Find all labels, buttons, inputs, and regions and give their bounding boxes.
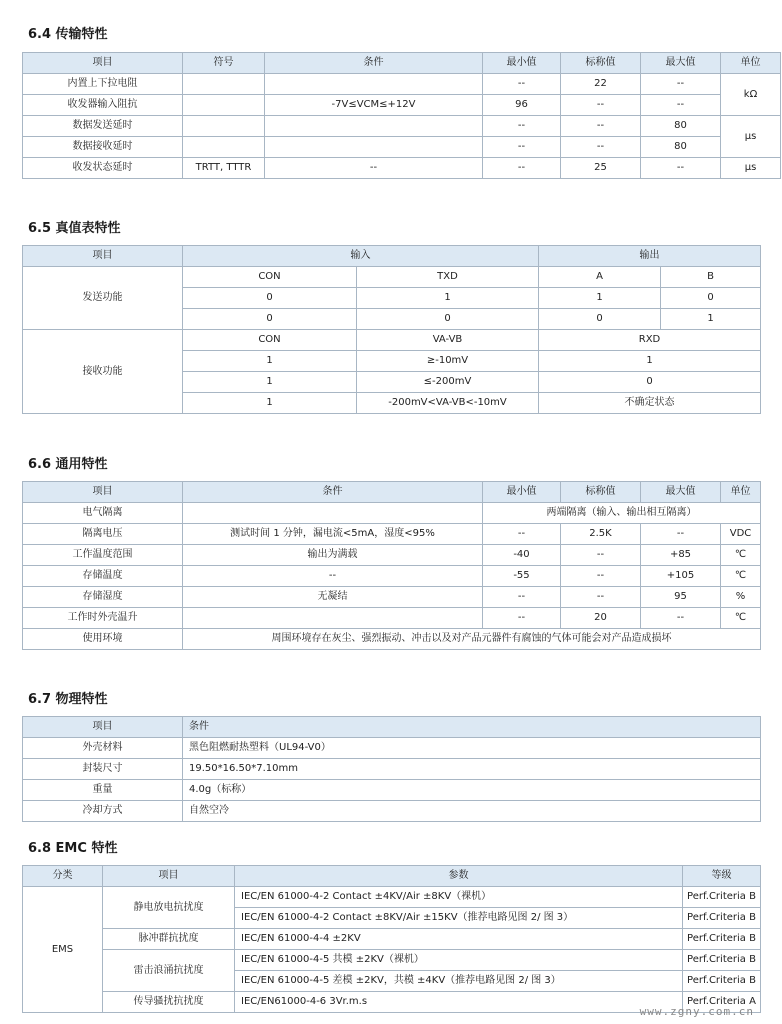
cell: 收发器输入阻抗 [23, 95, 183, 116]
cell: 19.50*16.50*7.10mm [183, 759, 761, 780]
general-table-wrap [22, 481, 760, 650]
cell: -- [641, 74, 721, 95]
cell: IEC/EN 61000-4-2 Contact ±4KV/Air ±8KV（裸机） [235, 887, 683, 908]
table-row [23, 887, 761, 908]
cell: 周围环境存在灰尘、强烈振动、冲击以及对产品元器件有腐蚀的气体可能会对产品造成损坏 [183, 629, 761, 650]
cell: -- [483, 74, 561, 95]
cell: -- [561, 566, 641, 587]
cell: -- [183, 566, 483, 587]
table-row [23, 545, 761, 566]
cell: 两端隔离（输入、输出相互隔离） [483, 503, 761, 524]
cell: +105 [641, 566, 721, 587]
cell [183, 503, 483, 524]
cell: 1 [661, 309, 761, 330]
table-row [23, 524, 761, 545]
sub-header: A [539, 267, 661, 288]
cell: 封装尺寸 [23, 759, 183, 780]
cell: -7V≤VCM≤+12V [265, 95, 483, 116]
cell: Perf.Criteria B [683, 908, 761, 929]
cell: 电气隔离 [23, 503, 183, 524]
unit-cell: μs [721, 116, 781, 158]
table-row [23, 608, 761, 629]
physical-table-wrap [22, 716, 760, 822]
table-row [23, 503, 761, 524]
cell: Perf.Criteria A [683, 992, 761, 1013]
cell: VDC [721, 524, 761, 545]
cell: -- [265, 158, 483, 179]
cell [265, 74, 483, 95]
cell: 静电放电抗扰度 [103, 887, 235, 929]
cell: 0 [357, 309, 539, 330]
table-row [23, 587, 761, 608]
cell: -- [483, 158, 561, 179]
col-header: 项目 [23, 717, 183, 738]
cell: -40 [483, 545, 561, 566]
table-row [23, 950, 761, 971]
cell: -- [561, 95, 641, 116]
col-header: 符号 [183, 53, 265, 74]
category-cell: EMS [23, 887, 103, 1013]
cell: 25 [561, 158, 641, 179]
cell: 0 [183, 309, 357, 330]
cell: -- [561, 587, 641, 608]
section-title-transmission: 6.4 传输特性 [28, 27, 108, 42]
section-title-emc: 6.8 EMC 特性 [28, 841, 118, 856]
cell: 雷击浪涌抗扰度 [103, 950, 235, 992]
table-row [23, 330, 761, 351]
table-row [23, 780, 761, 801]
table-row [23, 801, 761, 822]
cell: 传导骚扰抗扰度 [103, 992, 235, 1013]
col-header: 等级 [683, 866, 761, 887]
truth-table [22, 245, 761, 414]
section-title-truth-table: 6.5 真值表特性 [28, 221, 121, 236]
cell: 不确定状态 [539, 393, 761, 414]
cell: 1 [183, 393, 357, 414]
cell: IEC/EN61000-4-6 3Vr.m.s [235, 992, 683, 1013]
col-header: 最小值 [483, 53, 561, 74]
cell: 数据发送延时 [23, 116, 183, 137]
cell: 95 [641, 587, 721, 608]
table-row [23, 267, 761, 288]
transmission-table-wrap [22, 52, 760, 179]
cell: -- [483, 116, 561, 137]
cell [265, 116, 483, 137]
sub-header: RXD [539, 330, 761, 351]
col-header: 单位 [721, 53, 781, 74]
cell: -200mV<VA-VB<-10mV [357, 393, 539, 414]
table-row [23, 95, 781, 116]
cell: 0 [661, 288, 761, 309]
table-row [23, 759, 761, 780]
cell: IEC/EN 61000-4-5 差模 ±2KV，共模 ±4KV（推荐电路见图 2/ 图 3） [235, 971, 683, 992]
col-header: 分类 [23, 866, 103, 887]
emc-table-wrap [22, 865, 760, 1013]
col-header: 单位 [721, 482, 761, 503]
cell: 1 [183, 351, 357, 372]
cell [265, 137, 483, 158]
cell: ≤-200mV [357, 372, 539, 393]
cell: 1 [183, 372, 357, 393]
table-row [23, 158, 781, 179]
cell: 无凝结 [183, 587, 483, 608]
section-title-general: 6.6 通用特性 [28, 457, 108, 472]
cell: 存储湿度 [23, 587, 183, 608]
sub-header: CON [183, 330, 357, 351]
emc-table [22, 865, 761, 1013]
cell: 0 [183, 288, 357, 309]
cell [183, 137, 265, 158]
cell: -- [561, 137, 641, 158]
col-header: 条件 [183, 482, 483, 503]
cell: 数据接收延时 [23, 137, 183, 158]
cell: Perf.Criteria B [683, 929, 761, 950]
cell: 存储温度 [23, 566, 183, 587]
cell: 工作时外壳温升 [23, 608, 183, 629]
cell: -- [483, 608, 561, 629]
cell: IEC/EN 61000-4-4 ±2KV [235, 929, 683, 950]
cell: 0 [539, 372, 761, 393]
cell: TRTT, TTTR [183, 158, 265, 179]
cell: 1 [357, 288, 539, 309]
cell: 4.0g（标称） [183, 780, 761, 801]
watermark: www.zgny.com.cn [639, 1005, 754, 1018]
col-header: 项目 [23, 246, 183, 267]
table-row [23, 738, 761, 759]
sub-header: TXD [357, 267, 539, 288]
cell: 自然空冷 [183, 801, 761, 822]
cell: 96 [483, 95, 561, 116]
cell: ≥-10mV [357, 351, 539, 372]
sub-header: CON [183, 267, 357, 288]
cell: 使用环境 [23, 629, 183, 650]
cell: 黑色阻燃耐热塑料（UL94-V0） [183, 738, 761, 759]
col-header: 参数 [235, 866, 683, 887]
table-row [23, 116, 781, 137]
col-header: 项目 [23, 53, 183, 74]
cell: 22 [561, 74, 641, 95]
cell: Perf.Criteria B [683, 971, 761, 992]
truth-table-wrap [22, 245, 760, 414]
sub-header: B [661, 267, 761, 288]
col-header: 项目 [23, 482, 183, 503]
col-header: 输出 [539, 246, 761, 267]
cell: 0 [539, 309, 661, 330]
row-label: 接收功能 [23, 330, 183, 414]
cell: IEC/EN 61000-4-2 Contact ±8KV/Air ±15KV（推荐电路见图 2/ 图 3） [235, 908, 683, 929]
cell [183, 74, 265, 95]
col-header: 最大值 [641, 482, 721, 503]
cell: 脉冲群抗扰度 [103, 929, 235, 950]
cell: IEC/EN 61000-4-5 共模 ±2KV（裸机） [235, 950, 683, 971]
cell: -- [483, 524, 561, 545]
row-label: 发送功能 [23, 267, 183, 330]
cell: 冷却方式 [23, 801, 183, 822]
cell: ℃ [721, 545, 761, 566]
col-header: 条件 [183, 717, 761, 738]
cell: ℃ [721, 608, 761, 629]
section-title-physical: 6.7 物理特性 [28, 692, 108, 707]
cell: ℃ [721, 566, 761, 587]
cell: 80 [641, 137, 721, 158]
cell: 收发状态延时 [23, 158, 183, 179]
cell: -55 [483, 566, 561, 587]
col-header: 最小值 [483, 482, 561, 503]
cell: 测试时间 1 分钟，漏电流<5mA，湿度<95% [183, 524, 483, 545]
cell: -- [561, 116, 641, 137]
physical-table [22, 716, 761, 822]
cell [183, 95, 265, 116]
cell: -- [641, 95, 721, 116]
transmission-table [22, 52, 781, 179]
table-row [23, 629, 761, 650]
unit-cell: μs [721, 158, 781, 179]
table-row [23, 566, 761, 587]
cell: Perf.Criteria B [683, 887, 761, 908]
cell: 2.5K [561, 524, 641, 545]
cell: 1 [539, 288, 661, 309]
cell: 80 [641, 116, 721, 137]
cell: -- [483, 587, 561, 608]
cell: -- [641, 524, 721, 545]
col-header: 标称值 [561, 482, 641, 503]
cell [183, 116, 265, 137]
col-header: 标称值 [561, 53, 641, 74]
col-header: 最大值 [641, 53, 721, 74]
table-row [23, 74, 781, 95]
col-header: 项目 [103, 866, 235, 887]
table-row [23, 137, 781, 158]
cell: % [721, 587, 761, 608]
cell: -- [641, 158, 721, 179]
cell: 隔离电压 [23, 524, 183, 545]
cell: -- [561, 545, 641, 566]
table-row [23, 929, 761, 950]
cell: 20 [561, 608, 641, 629]
unit-cell: kΩ [721, 74, 781, 116]
sub-header: VA-VB [357, 330, 539, 351]
cell: 工作温度范围 [23, 545, 183, 566]
cell: Perf.Criteria B [683, 950, 761, 971]
col-header: 输入 [183, 246, 539, 267]
col-header: 条件 [265, 53, 483, 74]
cell: 输出为满载 [183, 545, 483, 566]
cell [183, 608, 483, 629]
general-table [22, 481, 761, 650]
cell: -- [483, 137, 561, 158]
cell: 外壳材料 [23, 738, 183, 759]
cell: 1 [539, 351, 761, 372]
cell: 内置上下拉电阻 [23, 74, 183, 95]
cell: 重量 [23, 780, 183, 801]
cell: -- [641, 608, 721, 629]
cell: +85 [641, 545, 721, 566]
